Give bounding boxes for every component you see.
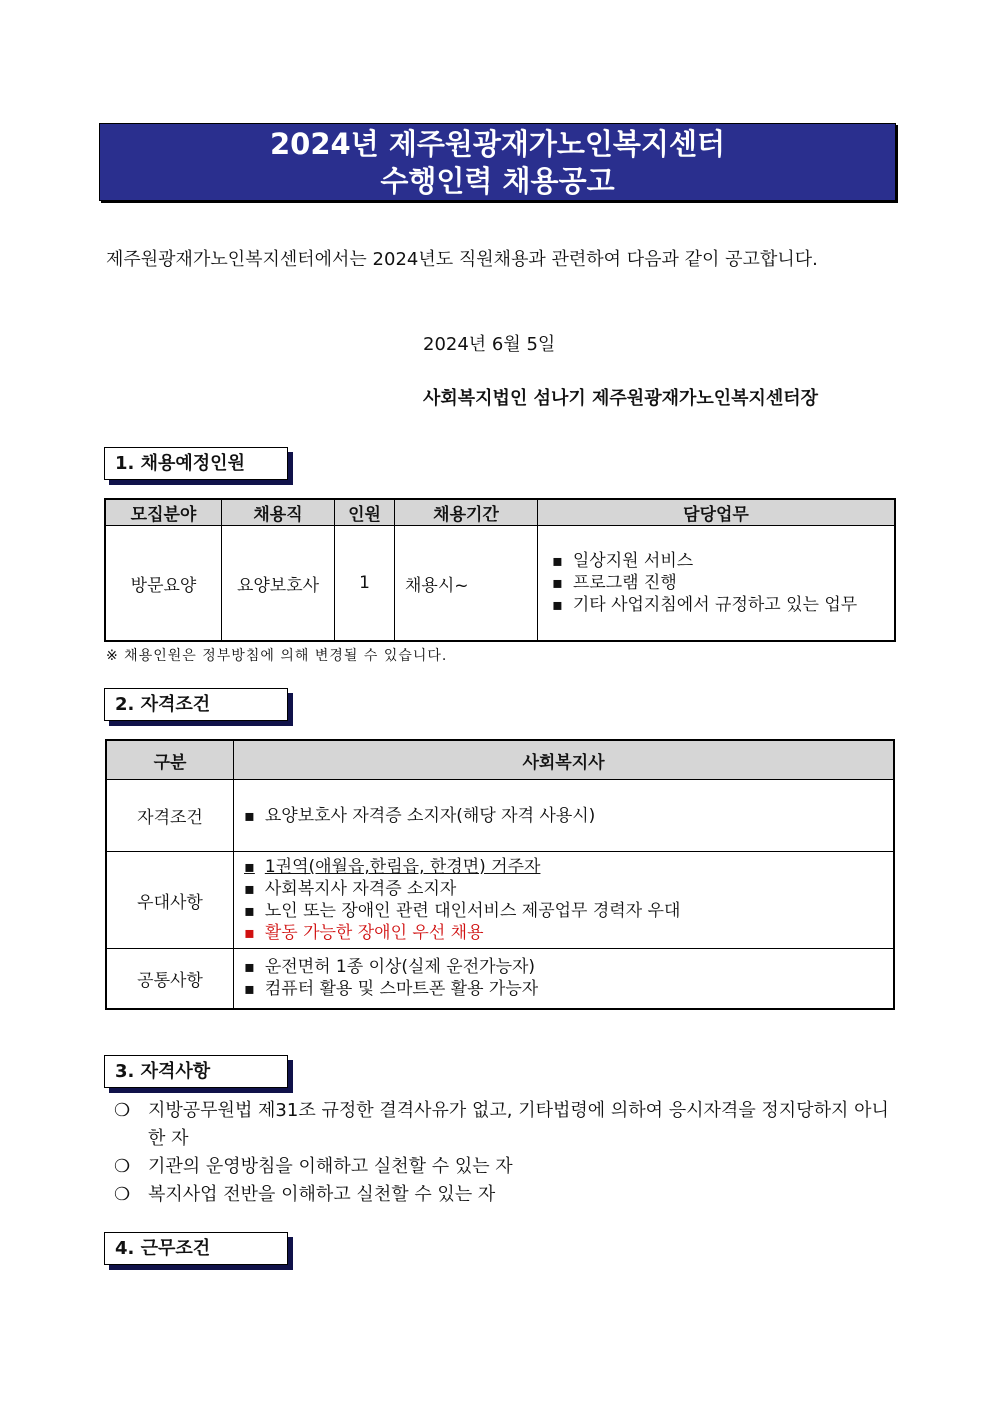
list-item: ▪ 운전면허 1종 이상(실제 운전가능자)	[244, 956, 892, 978]
list-item	[114, 1181, 898, 1209]
cell-count: 1	[335, 526, 395, 642]
qualification-table	[105, 739, 895, 1010]
title-line-2: 수행인력 채용공고	[380, 164, 615, 198]
circle-bullet-icon: ❍	[114, 1184, 131, 1205]
section-4-heading: 4. 근무조건	[104, 1232, 288, 1265]
notice-date: 2024년 6월 5일	[423, 334, 556, 355]
header-category: 구분	[106, 740, 234, 780]
circle-bullet-icon: ❍	[114, 1156, 131, 1177]
header-period: 채용기간	[395, 499, 538, 526]
list-item-text: 지방공무원법 제31조 규정한 결격사유가 없고, 기타법령에 의하여 응시자격을 정지당하지 아니한 자	[148, 1100, 889, 1149]
header-duties: 담당업무	[538, 499, 896, 526]
section-3-heading: 3. 자격사항	[104, 1055, 288, 1088]
header-count: 인원	[335, 499, 395, 526]
row-body	[234, 949, 895, 1009]
recruitment-note: ※ 채용인원은 정부방침에 의해 변경될 수 있습니다.	[106, 648, 448, 664]
list-item: ▪ 1권역(애월읍,한림읍, 한경면) 거주자	[244, 856, 892, 878]
signer: 사회복지법인 섬나기 제주원광재가노인복지센터장	[423, 388, 819, 409]
row-body	[234, 780, 895, 852]
header-social-worker: 사회복지사	[234, 740, 895, 780]
table-row	[105, 526, 895, 642]
section-2-heading: 2. 자격조건	[104, 688, 288, 721]
list-item-text: 기관의 운영방침을 이해하고 실천할 수 있는 자	[148, 1156, 513, 1177]
cell-job: 요양보호사	[222, 526, 335, 642]
list-item: ▪ 컴퓨터 활용 및 스마트폰 활용 가능자	[244, 978, 892, 1000]
section-1-heading: 1. 채용예정인원	[104, 447, 288, 480]
header-job: 채용직	[222, 499, 335, 526]
qualification-list	[114, 1097, 898, 1209]
row-label: 우대사항	[106, 852, 234, 949]
cell-duties	[538, 526, 896, 642]
circle-bullet-icon: ❍	[114, 1100, 131, 1121]
cell-period: 채용시~	[395, 526, 538, 642]
table-row	[106, 780, 894, 852]
table-row	[106, 949, 894, 1009]
cell-field: 방문요양	[105, 526, 222, 642]
list-item: ▪ 사회복지사 자격증 소지자	[244, 878, 892, 900]
intro-paragraph: 제주원광재가노인복지센터에서는 2024년도 직원채용과 관련하여 다음과 같이 공고합니다.	[106, 249, 818, 270]
list-item: ▪ 요양보호사 자격증 소지자(해당 자격 사용시)	[244, 805, 892, 827]
list-item: ▪ 노인 또는 장애인 관련 대인서비스 제공업무 경력자 우대	[244, 900, 892, 922]
row-label: 자격조건	[106, 780, 234, 852]
header-field: 모집분야	[105, 499, 222, 526]
list-item: ▪ 일상지원 서비스	[552, 550, 893, 572]
row-label: 공통사항	[106, 949, 234, 1009]
title-line-1: 2024년 제주원광재가노인복지센터	[270, 127, 725, 161]
row-body	[234, 852, 895, 949]
list-item: ▪ 프로그램 진행	[552, 572, 893, 594]
table-row	[106, 852, 894, 949]
list-item: ▪ 활동 가능한 장애인 우선 채용	[244, 922, 892, 944]
list-item: ▪ 기타 사업지침에서 규정하고 있는 업무	[552, 594, 893, 616]
recruitment-table	[104, 498, 896, 642]
notice-title-banner	[99, 123, 896, 201]
list-item	[114, 1153, 898, 1181]
list-item	[114, 1097, 898, 1153]
list-item-text: 복지사업 전반을 이해하고 실천할 수 있는 자	[148, 1184, 496, 1205]
